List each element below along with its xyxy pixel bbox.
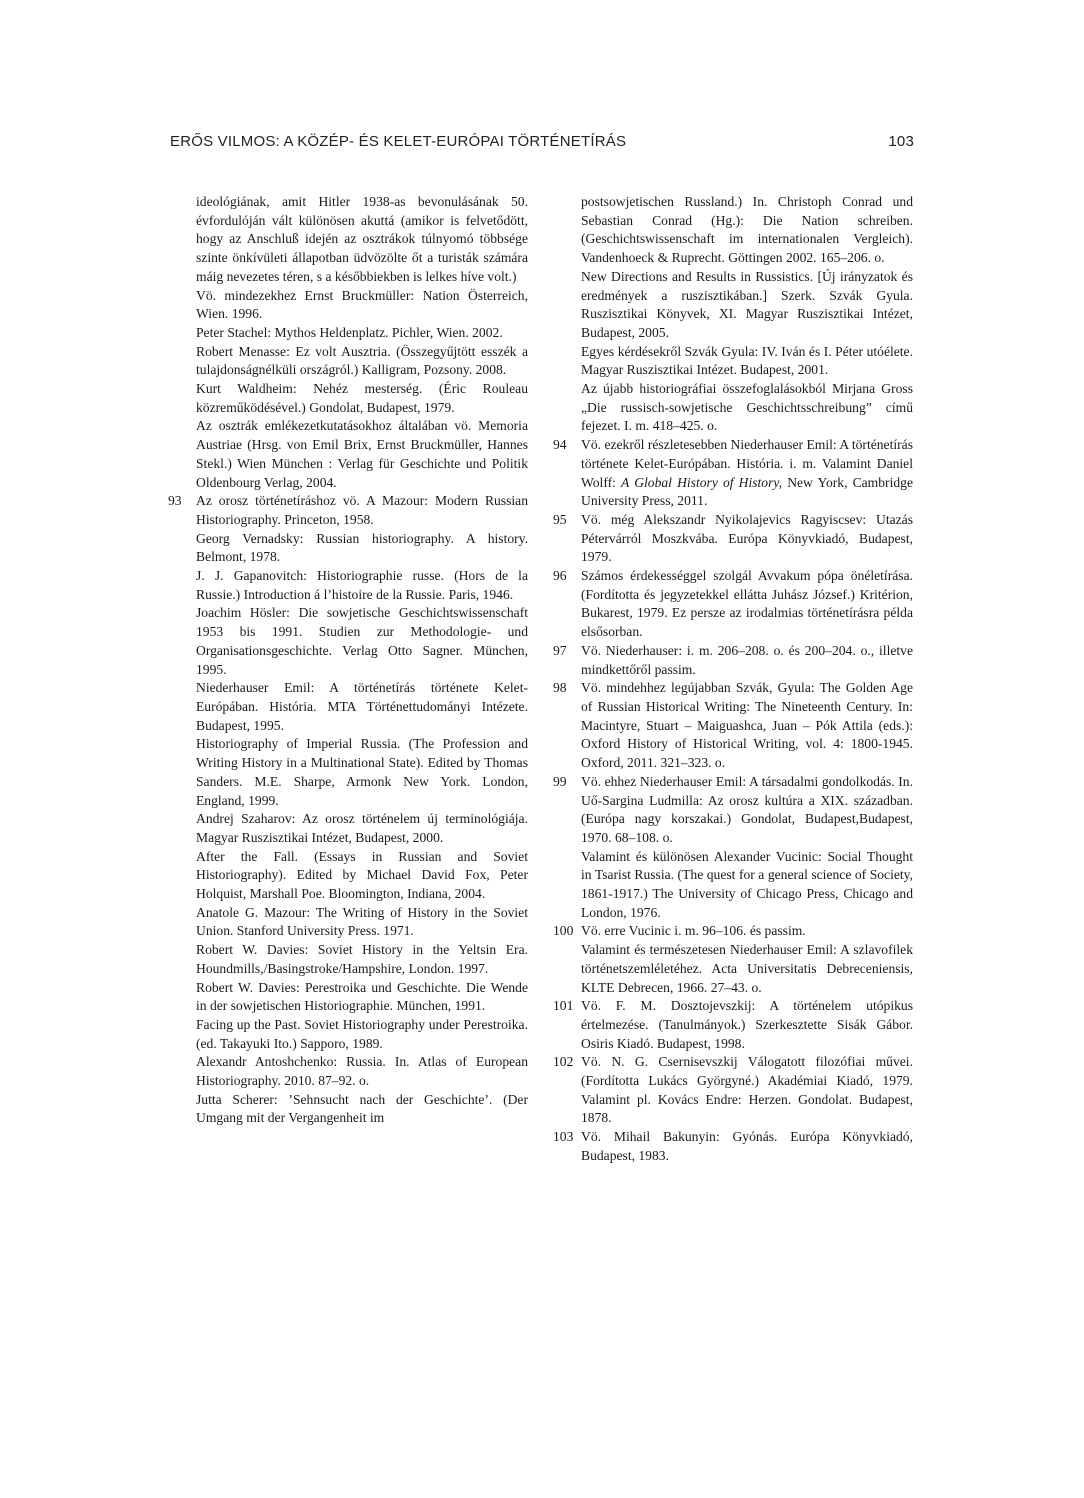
footnote-text: J. J. Gapanovitch: Historiographie russe. (Hors de la Russie.) Introduction á l’histoire de la Russie. Paris, 1946. xyxy=(196,568,528,602)
footnote-text: Vö. még Alekszandr Nyikolajevics Ragyiscsev: Utazás Pétervárról Moszkvába. Európa Könyvkiadó, Budapest, 1979. xyxy=(581,511,913,565)
footnote xyxy=(553,511,913,567)
footnote-continuation xyxy=(168,941,528,978)
footnote-number: 98 xyxy=(553,680,567,696)
footnote-number: 93 xyxy=(168,493,182,509)
footnote-number: 101 xyxy=(553,998,574,1014)
footnote-text: Számos érdekességgel szolgál Avvakum pópa önéletírása. (Fordította és jegyzetekkel ellátta Juhász József.) Kritérion, Bukarest, 1979. Ez persze az irodalmias történetírásra példa elsősorban. xyxy=(581,568,913,640)
footnote-text: Vö. ehhez Niederhauser Emil: A társadalmi gondolkodás. In. Uő-Sargina Ludmilla: Az orosz kultúra a XIX. században. (Európa nagy korszakai.) Gondolat, Budapest,Budapest, 1970. 68–108. o. xyxy=(581,773,913,845)
footnote xyxy=(553,642,913,679)
footnote-continuation xyxy=(168,380,528,417)
footnote-continuation xyxy=(168,1091,528,1128)
footnote-number: 102 xyxy=(553,1054,574,1070)
footnote xyxy=(168,492,528,529)
footnote-text: Robert W. Davies: Perestroika und Geschichte. Die Wende in der sowjetischen Historiographie. München, 1991. xyxy=(196,979,528,1014)
footnote xyxy=(553,1053,913,1128)
footnote-continuation xyxy=(168,530,528,567)
footnote-text: Kurt Waldheim: Nehéz mesterség. (Éric Rouleau közreműködésével.) Gondolat, Budapest, 1979. xyxy=(196,381,528,415)
footnote-text: Vö. F. M. Dosztojevszkij: A történelem utópikus értelmezése. (Tanulmányok.) Szerkesztette Sisák Gábor. Osiris Kiadó. Budapest, 1998. xyxy=(581,998,913,1051)
footnote-text: Valamint és természetesen Niederhauser Emil: A szlavofilek történetszemléletéhez. Acta Universitatis Debreceniensis, KLTE Debrecen, 1966. 27–43. o. xyxy=(581,942,913,995)
footnote-continuation xyxy=(553,848,913,923)
footnote-text: Az osztrák emlékezetkutatásokhoz általában vö. Memoria Austriae (Hrsg. von Emil Brix, Ernst Bruckmüller, Hannes Stekl.) Wien München : Verlag für Geschichte und Politik Oldenbourg Verlag, 2004. xyxy=(196,418,528,490)
footnote-continuation xyxy=(168,848,528,904)
footnote-continuation xyxy=(168,735,528,810)
footnote-text: Jutta Scherer: ’Sehnsucht nach der Geschichte’. (Der Umgang mit der Vergangenheit im xyxy=(196,1091,528,1126)
footnote-text: Az újabb historiográfiai összefoglalásokból Mirjana Gross „Die russisch-sowjetische Geschichtsschreibung” című fejezet. I. m. 418–425. o. xyxy=(581,381,913,434)
footnote-number: 99 xyxy=(553,773,567,789)
footnote-text: Vö. Mihail Bakunyin: Gyónás. Európa Könyvkiadó, Budapest, 1983. xyxy=(581,1129,913,1163)
footnote-number: 94 xyxy=(553,437,567,453)
footnote-continuation xyxy=(168,343,528,380)
footnote-text: Vö. N. G. Csernisevszkij Válogatott filozófiai művei. (Fordította Lukács Györgyné.) Akadémiai Kiadó, 1979. Valamint pl. Kovács Endre: Herzen. Gondolat. Budapest, 1878. xyxy=(581,1054,913,1126)
footnote-number: 95 xyxy=(553,511,567,527)
footnote xyxy=(553,773,913,848)
page-number: 103 xyxy=(888,133,914,150)
footnote xyxy=(553,679,913,773)
footnote-text: Vö. Niederhauser: i. m. 206–208. o. és 200–204. o., illetve mindkettőről passim. xyxy=(581,642,913,677)
footnote-text: Robert Menasse: Ez volt Ausztria. (Összegyűjtött esszék a tulajdonságnélküli országról.) Kalligram, Pozsony. 2008. xyxy=(196,343,528,378)
footnote-continuation xyxy=(553,193,913,268)
footnote xyxy=(553,997,913,1053)
footnote-text: Vö. erre Vucinic i. m. 96–106. és passim. xyxy=(581,923,806,939)
footnote-text: New York, Cambridge University Press, 2011. xyxy=(581,474,913,509)
footnote-text: Niederhauser Emil: A történetírás története Kelet-Európában. História. MTA Történettudományi Intézete. Budapest, 1995. xyxy=(196,680,528,733)
footnote-continuation xyxy=(553,380,913,436)
footnote-continuation xyxy=(168,193,528,287)
footnote-continuation xyxy=(553,343,913,380)
footnote-continuation xyxy=(168,904,528,941)
footnote-text: Anatole G. Mazour: The Writing of History in the Soviet Union. Stanford University Press. 1971. xyxy=(196,904,528,939)
footnote-number: 96 xyxy=(553,568,567,584)
footnote-text: ideológiának, amit Hitler 1938-as bevonulásának 50. évfordulóján vált különösen akuttá (amikor is felvetődött, hogy az Anschluß idején az osztrákok túlnyomó többsége szinte önkívületi állapotban üdvözölte őt a turisták számára máig nevezetes téren, s a későbbiekben is lelkes híve volt.) xyxy=(196,194,528,284)
left-column xyxy=(168,193,528,1128)
footnote-continuation xyxy=(168,417,528,492)
footnote-number: 103 xyxy=(553,1129,574,1145)
footnote-continuation xyxy=(168,567,528,604)
footnote xyxy=(553,922,913,941)
footnote-continuation xyxy=(168,1053,528,1090)
footnote-text: Peter Stachel: Mythos Heldenplatz. Pichler, Wien. 2002. xyxy=(196,324,503,340)
footnote-text: Robert W. Davies: Soviet History in the Yeltsin Era. Houndmills,/Basingstroke/Hampshire, London. 1997. xyxy=(196,942,528,976)
footnote-text: Vö. ezekről részletesebben Niederhauser Emil: A történetírás története Kelet-Európában. História. i. m. Valamint Daniel Wolff: xyxy=(581,437,913,490)
footnote-number: 100 xyxy=(553,923,574,939)
footnote-text: postsowjetischen Russland.) In. Christoph Conrad und Sebastian Conrad (Hg.): Die Nation schreiben. (Geschichtswissenschaft im internationalen Vergleich). Vandenhoeck & Ruprecht. Göttingen 2002. 165–206. o. xyxy=(581,194,913,266)
footnote-italic-title: A Global History of History, xyxy=(621,474,783,490)
footnote-continuation xyxy=(168,979,528,1016)
right-column xyxy=(553,193,913,1166)
footnote-continuation xyxy=(168,287,528,324)
footnote-text: Vö. mindehhez legújabban Szvák, Gyula: The Golden Age of Russian Historical Writing: The Nineteenth Century. In: Macintyre, Stuart – Maiguashca, Juan – Pók Attila (eds.): Oxford History of Historical Writing, vol. 4: 1800-1945. Oxford, 2011. 321–323. o. xyxy=(581,680,913,771)
footnote xyxy=(553,567,913,642)
footnote-continuation xyxy=(168,604,528,679)
header-title: ERŐS VILMOS: A KÖZÉP- ÉS KELET-EURÓPAI TÖRTÉNETÍRÁS xyxy=(170,133,627,150)
footnote xyxy=(553,436,913,511)
footnote-continuation xyxy=(168,810,528,847)
footnote-text: Vö. mindezekhez Ernst Bruckmüller: Nation Österreich, Wien. 1996. xyxy=(196,287,528,322)
footnote-text: New Directions and Results in Russistics. [Új irányzatok és eredmények a ruszisztikában.] Szerk. Szvák Gyula. Ruszisztikai Könyvek, XI. Magyar Ruszisztikai Intézet, Budapest, 2005. xyxy=(581,268,913,340)
footnote-text: Historiography of Imperial Russia. (The Profession and Writing History in a Multinational State). Edited by Thomas Sanders. M.E. Sharpe, Armonk New York. London, England, 1999. xyxy=(196,736,528,808)
footnote-text: After the Fall. (Essays in Russian and Soviet Historiography). Edited by Michael David Fox, Peter Holquist, Marshall Poe. Bloomington, Indiana, 2004. xyxy=(196,848,528,902)
footnote-text: Alexandr Antoshchenko: Russia. In. Atlas of European Historiography. 2010. 87–92. o. xyxy=(196,1054,528,1089)
footnote-text: Az orosz történetíráshoz vö. A Mazour: Modern Russian Historiography. Princeton, 1958. xyxy=(196,493,528,527)
running-header xyxy=(170,133,914,157)
footnote-text: Joachim Hösler: Die sowjetische Geschichtswissenschaft 1953 bis 1991. Studien zur Methodologie- und Organisationsgeschichte. Verlag Otto Sagner. München, 1995. xyxy=(196,605,528,677)
footnote-text: Valamint és különösen Alexander Vucinic: Social Thought in Tsarist Russia. (The quest for a general science of Society, 1861-1917.) The University of Chicago Press, Chicago and London, 1976. xyxy=(581,848,913,920)
footnote xyxy=(553,1128,913,1165)
footnote-continuation xyxy=(168,679,528,735)
footnote-continuation xyxy=(168,1016,528,1053)
footnote-text: Andrej Szaharov: Az orosz történelem új terminológiája. Magyar Ruszisztikai Intézet, Budapest, 2000. xyxy=(196,811,528,845)
footnote-text: Egyes kérdésekről Szvák Gyula: IV. Iván és I. Péter utóélete. Magyar Ruszisztikai Intézet. Budapest, 2001. xyxy=(581,343,913,378)
footnote-continuation xyxy=(553,268,913,343)
footnote-continuation xyxy=(168,324,528,343)
footnote-text: Facing up the Past. Soviet Historiography under Perestroika. (ed. Takayuki Ito.) Sapporo, 1989. xyxy=(196,1016,528,1051)
footnote-number: 97 xyxy=(553,642,567,658)
footnote-text: Georg Vernadsky: Russian historiography. A history. Belmont, 1978. xyxy=(196,530,528,565)
footnote-continuation xyxy=(553,941,913,997)
